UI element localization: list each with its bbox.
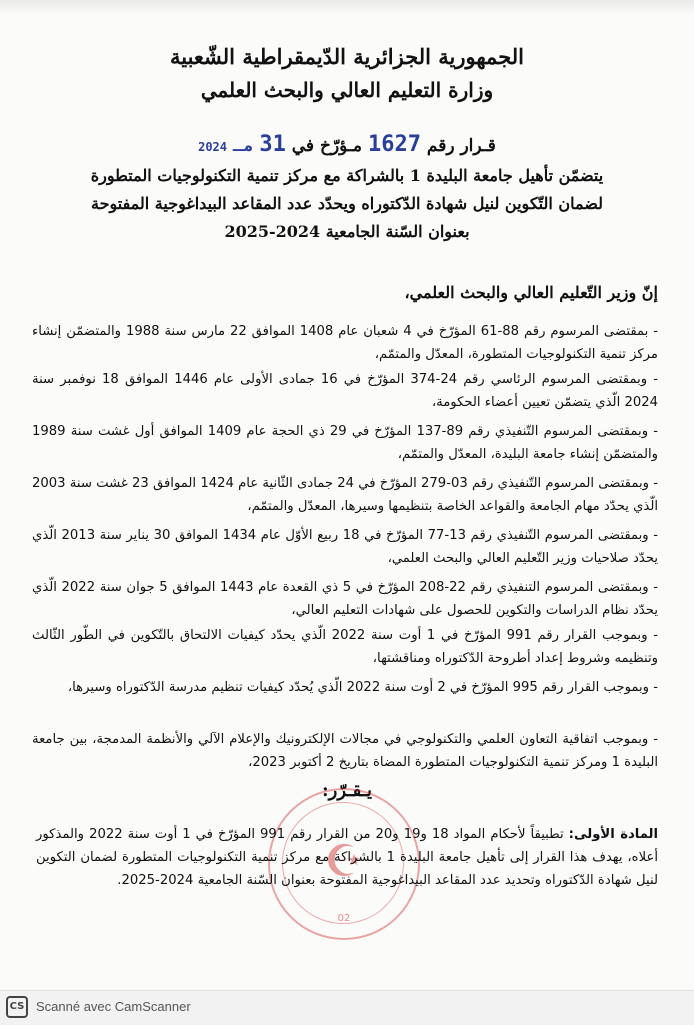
decree-day: 31 [259,132,286,157]
decree-heading [0,132,694,157]
clause-1: - بمقتضى المرسوم رقم 88-61 المؤرّخ في 4 شعبان عام 1408 الموافق 22 مارس سنة 1988 والمتضمّن إنشاء مركز تنمية التكنولوجيات المتطورة، المعدّل والمتمّم، [32,324,658,362]
article-label: المادة الأولى: [568,827,659,842]
clause-8: - وبموجب القرار رقم 995 المؤرّخ في 2 أوت سنة 2022 الّذي يُحدّد كيفيات تنظيم مدرسة الدّكتوراه وسيرها، [67,680,658,695]
decree-number: 1627 [367,132,421,157]
article-text: تطبيقاً لأحكام المواد 18 و19 و20 من القرار رقم 991 المؤرّخ في 1 أوت سنة 2022 والمذكور أعلاه، يهدف هذا القرار إلى تأهيل جامعة البليدة 1 بالشراكة مع مركز تنمية التكنولوجيات المتطورة لضمان التكوين لنيل شهادة الدّكتوراه وتحديد عدد المقاعد البيداغوجية المفتوحة بعنوان السّنة الجامعية 2024-2025. [36,827,658,888]
clause-7: - وبموجب القرار رقم 991 المؤرّخ في 1 أوت سنة 2022 الّذي يحدّد كيفيات الالتحاق بالتّكوين في الطّور الثّالث وتنظيمه وشروط إعداد أطروحة الدّكتوراه ومناقشتها، [32,628,659,666]
clause-5: - وبمقتضى المرسوم التّنفيذي رقم 13-77 المؤرّخ في 18 ربيع الأوّل عام 1434 الموافق 30 يناير سنة 2013 الّذي يحدّد صلاحيات وزير التّعليم العالي والبحث العلمي، [32,528,659,566]
clause-2: - وبمقتضى المرسوم الرئاسي رقم 24-374 المؤرّخ في 16 جمادى الأولى عام 1446 الموافق 18 نوفمبر سنة 2024 الّذي يتضمّن تعيين أعضاء الحكومة، [32,372,659,410]
scan-edge [0,0,694,14]
seal-number: 02 [337,913,351,924]
ministry-title: وزارة التعليم العالي والبحث العلمي [200,78,494,102]
camscanner-footer [0,990,694,1025]
decides-heading: يـقـرّر: [322,780,372,801]
camscanner-logo-icon: CS [6,996,28,1018]
star-crescent-icon: ☪ [324,836,364,887]
subject-line: بعنوان السّنة الجامعية 2024-2025 [224,222,470,241]
subject-line: يتضمّن تأهيل جامعة البليدة 1 بالشراكة مع مركز تنمية التكنولوجيات المتطورة [90,166,604,185]
clause-4: - وبمقتضى المرسوم التّنفيذي رقم 03-279 المؤرّخ في 24 جمادى الثّانية عام 1424 الموافق 23 غشت سنة 2003 الّذي يحدّد مهام الجامعة والقواعد الخاصة بتنظيمها وسيرها، المعدّل والمتمّم، [32,476,659,514]
decree-prefix: قـرار رقم [426,136,496,156]
clause-6: - وبمقتضى المرسوم التنفيذي رقم 22-208 المؤرّخ في 5 ذي القعدة عام 1443 الموافق 5 جوان سنة 2022 الّذي يحدّد نظام الدراسات والتكوين للحصول على شهادات التعليم العالي، [32,580,658,618]
decree-subject [36,162,658,246]
clause-3: - وبمقتضى المرسوم التّنفيذي رقم 89-137 المؤرّخ في 29 ذي الحجة عام 1409 الموافق أول غشت سنة 1989 والمتضمّن إنشاء جامعة البليدة، المعدّل والمتمّم، [32,424,658,462]
republic-title: الجمهورية الجزائرية الدّيمقراطية الشّعبية [169,44,524,69]
article-1 [36,823,658,892]
camscanner-label: Scanné avec CamScanner [36,999,191,1014]
decree-month: مـ [232,136,254,156]
decree-dated: مـؤرّخ في [291,136,363,156]
opening-statement: إنّ وزير التّعليم العالي والبحث العلمي، [404,283,658,302]
subject-line: لضمان التّكوين لنيل شهادة الدّكتوراه ويحدّد عدد المقاعد البيداغوجية المفتوحة [91,194,603,213]
clause-9: - وبموجب اتفاقية التعاون العلمي والتكنولوجي في مجالات الإلكترونيك والإعلام الآلي والأنظمة المدمجة، بين جامعة البليدة 1 ومركز تنمية التكنولوجيات المتطورة المضاة بتاريخ 2 أكتوبر 2023، [32,732,658,770]
decree-year: 2024 [198,140,228,154]
